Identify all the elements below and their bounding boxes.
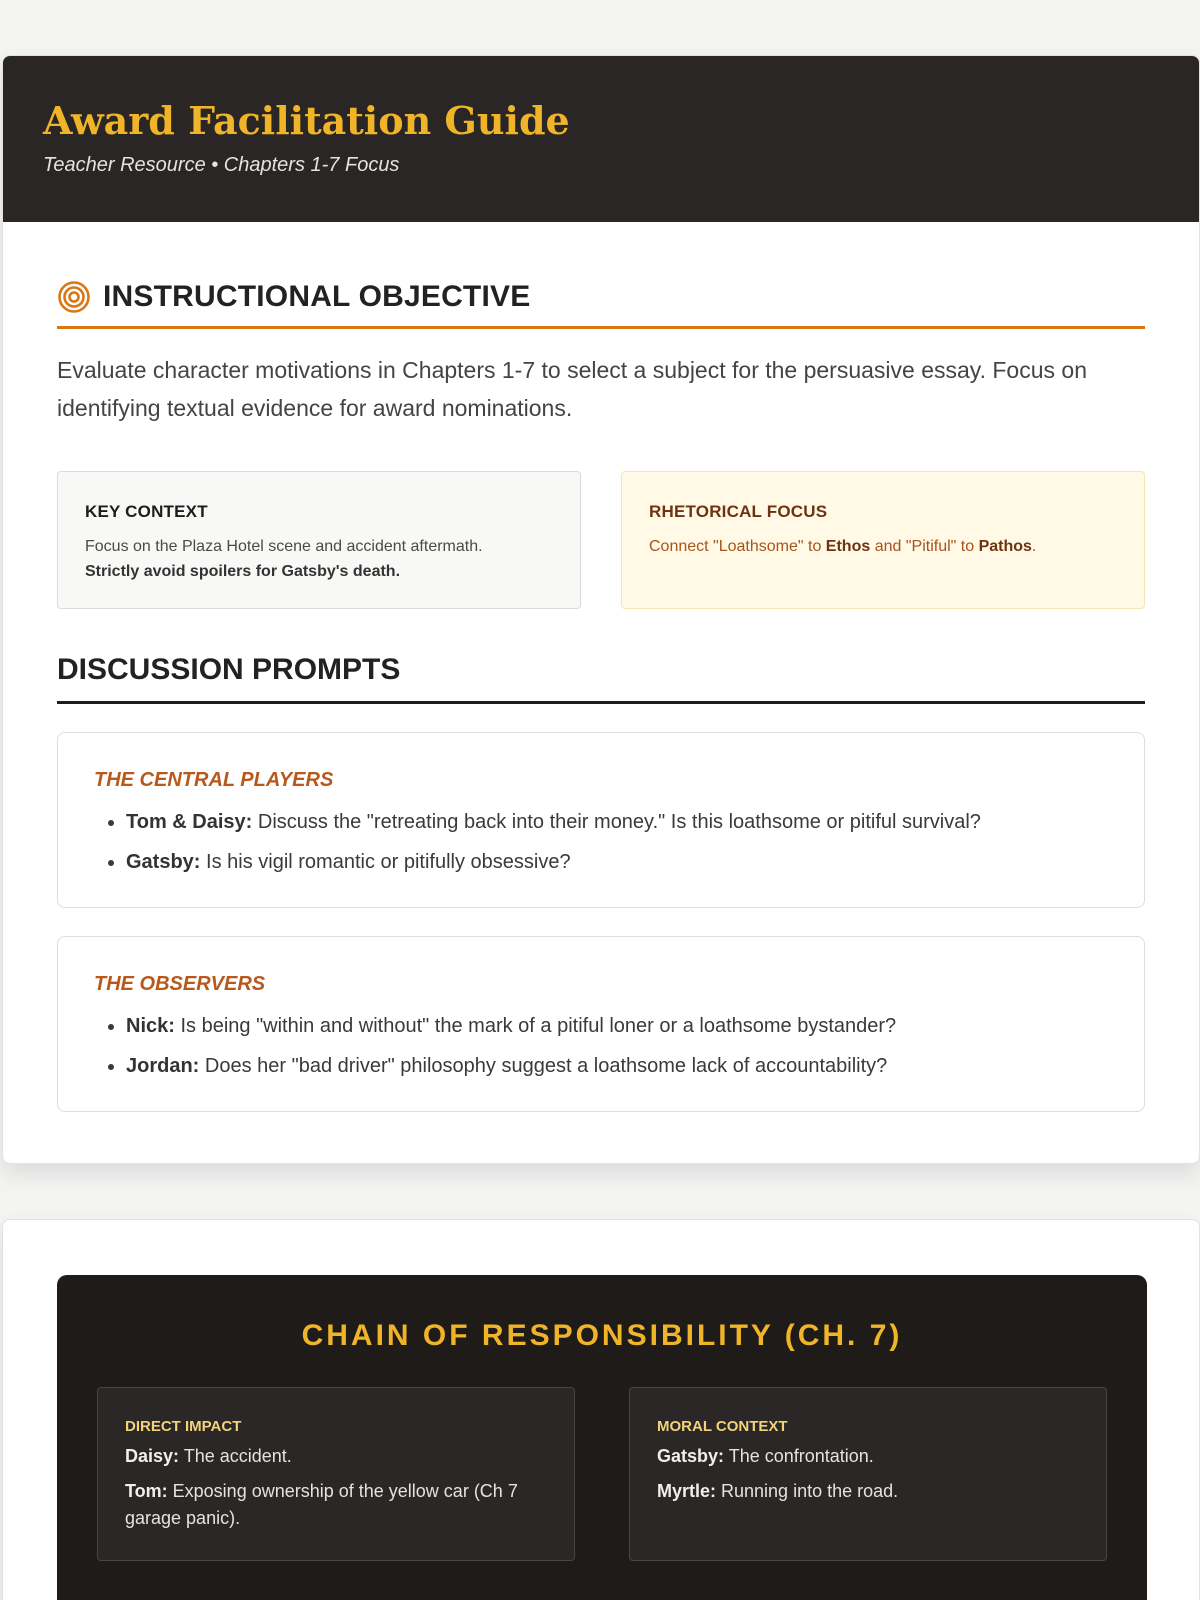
rhetorical-text-part: and "Pitiful" to (870, 538, 979, 555)
prompt-text: Is his vigil romantic or pitifully obsessive? (200, 851, 571, 873)
key-context-text (85, 534, 553, 584)
key-context-label: KEY CONTEXT (85, 502, 208, 521)
moral-context-box (629, 1387, 1107, 1561)
chain-character: Daisy: (125, 1446, 180, 1466)
prompt-item (126, 1006, 1108, 1046)
prompt-group-central-players (57, 732, 1145, 908)
prompt-group-title: THE OBSERVERS (94, 973, 266, 995)
chain-text: Running into the road. (716, 1481, 899, 1501)
prompt-character: Jordan: (126, 1055, 200, 1077)
chain-line (657, 1478, 1079, 1505)
direct-impact-box (97, 1387, 575, 1561)
prompt-text: Is being "within and without" the mark of a pitiful loner or a loathsome bystander? (174, 1015, 897, 1037)
prompt-character: Tom & Daisy: (126, 811, 253, 833)
prompt-list (94, 802, 1108, 882)
prompt-character: Nick: (126, 1015, 175, 1037)
chain-column-label: DIRECT IMPACT (125, 1418, 242, 1435)
chain-columns (97, 1387, 1107, 1561)
chain-line (125, 1478, 547, 1532)
chain-character: Gatsby: (657, 1446, 725, 1466)
guide-body (3, 280, 1199, 1112)
prompt-item (126, 1046, 1108, 1086)
target-icon (57, 280, 91, 314)
objective-text: Evaluate character motivations in Chapters 1-7 to select a subject for the persuasive essay. Focus on identifying textual evidence for award nominations. (57, 357, 1087, 421)
prompt-character: Gatsby: (126, 851, 201, 873)
prompt-item (126, 842, 1108, 882)
objective-heading: INSTRUCTIONAL OBJECTIVE (103, 280, 531, 313)
prompt-text: Discuss the "retreating back into their money." Is this loathsome or pitiful survival? (252, 811, 981, 833)
context-boxes (57, 471, 1145, 609)
key-context-box (57, 471, 581, 609)
ethos-term: Ethos (825, 538, 871, 555)
responsibility-card (2, 1219, 1200, 1600)
chain-of-responsibility-panel (57, 1275, 1147, 1600)
rhetorical-focus-box (621, 471, 1145, 609)
chain-text: The confrontation. (724, 1446, 874, 1466)
page-title: Award Facilitation Guide (43, 98, 570, 143)
discussion-heading-row (57, 653, 1145, 704)
prompt-list (94, 1006, 1108, 1086)
rhetorical-text-part: Connect "Loathsome" to (649, 538, 826, 555)
chain-column-label: MORAL CONTEXT (657, 1418, 788, 1435)
objective-heading-row (57, 280, 1145, 329)
prompt-group-title: THE CENTRAL PLAYERS (94, 769, 334, 791)
facilitation-guide-card (2, 55, 1200, 1164)
chain-line (657, 1443, 1079, 1470)
key-context-warning: Strictly avoid spoilers for Gatsby's death. (85, 563, 401, 580)
key-context-focus: Focus on the Plaza Hotel scene and accident aftermath. (85, 538, 483, 555)
chain-title: CHAIN OF RESPONSIBILITY (CH. 7) (301, 1319, 903, 1352)
discussion-heading: DISCUSSION PROMPTS (57, 653, 401, 686)
pathos-term: Pathos (978, 538, 1032, 555)
rhetorical-text-part: . (1031, 538, 1037, 555)
guide-header (3, 56, 1199, 222)
prompt-text: Does her "bad driver" philosophy suggest a loathsome lack of accountability? (199, 1055, 888, 1077)
chain-character: Tom: (125, 1481, 168, 1501)
chain-line (125, 1443, 547, 1470)
chain-text: Exposing ownership of the yellow car (Ch 7 garage panic). (125, 1481, 518, 1528)
prompt-group-observers (57, 936, 1145, 1112)
rhetorical-focus-label: RHETORICAL FOCUS (649, 502, 828, 521)
rhetorical-focus-text (649, 534, 1117, 559)
page-subtitle: Teacher Resource • Chapters 1-7 Focus (43, 153, 400, 176)
chain-character: Myrtle: (657, 1481, 717, 1501)
chain-text: The accident. (179, 1446, 292, 1466)
prompt-item (126, 802, 1108, 842)
